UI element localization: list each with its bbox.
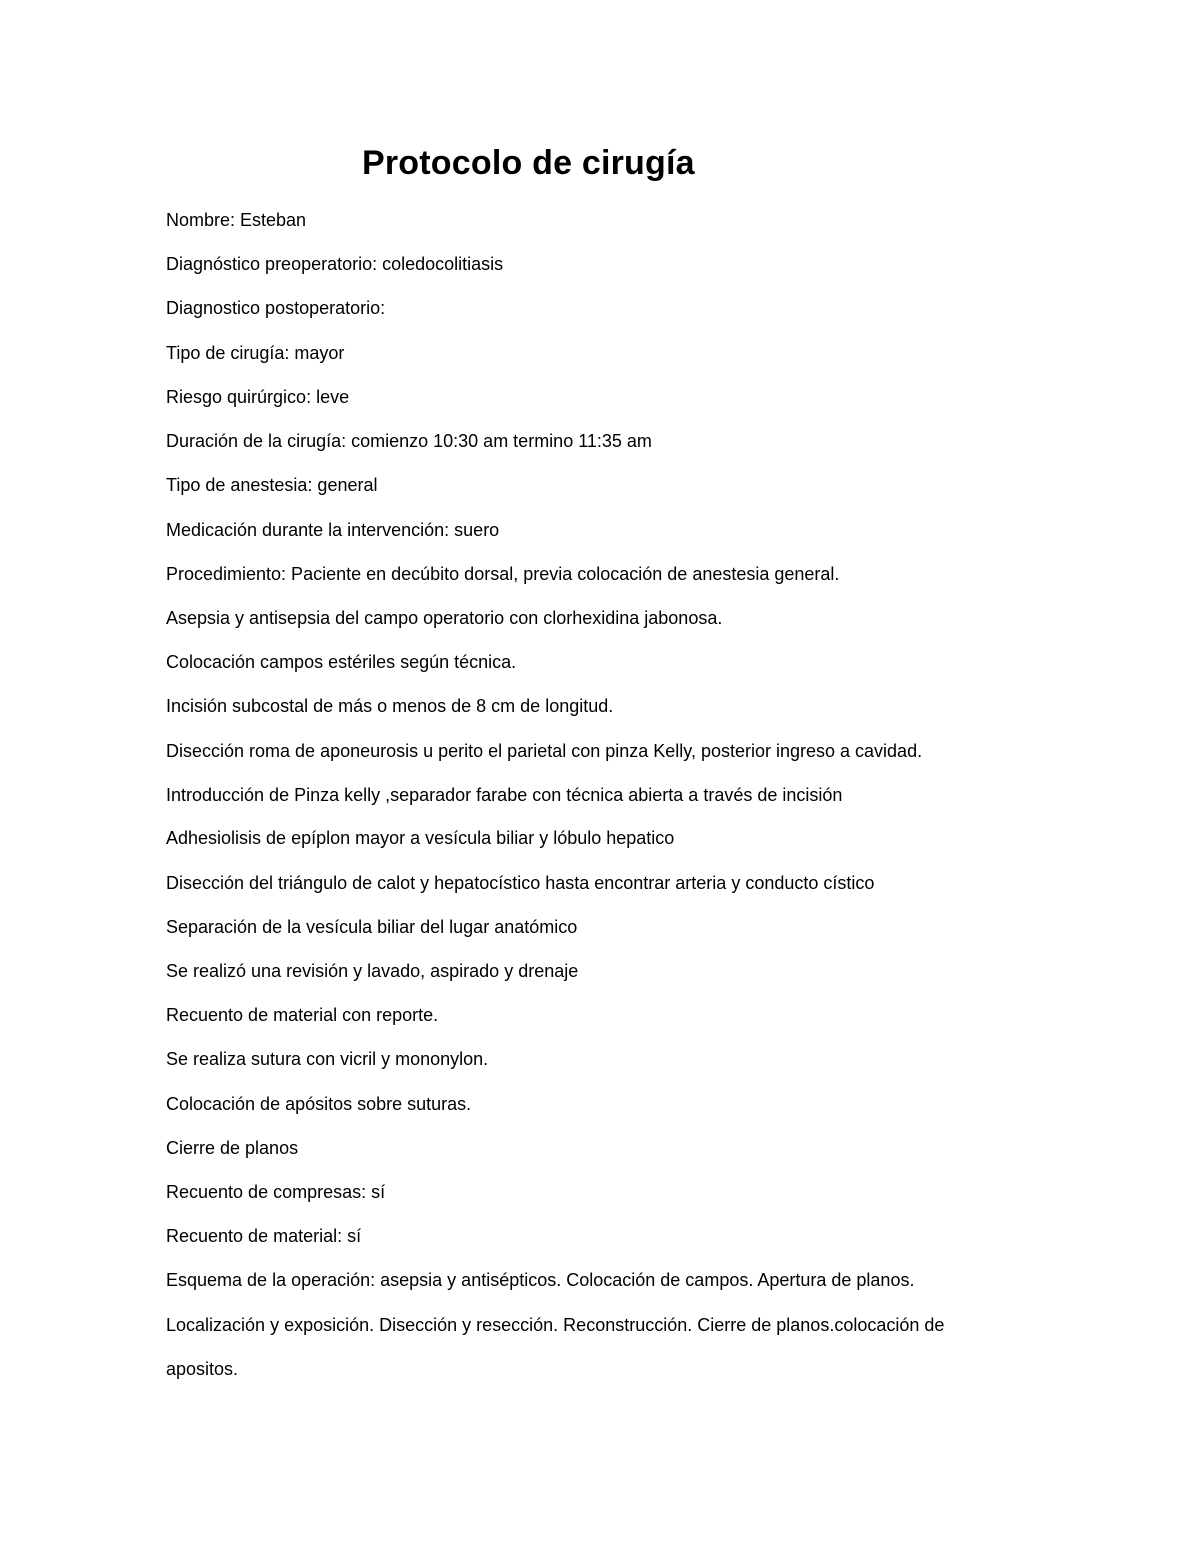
field-riesgo-quirurgico: Riesgo quirúrgico: leve: [166, 387, 350, 407]
procedure-line: Adhesiolisis de epíplon mayor a vesícula biliar y lóbulo hepatico: [166, 828, 675, 848]
field-duracion-cirugia: Duración de la cirugía: comienzo 10:30 am termino 11:35 am: [166, 431, 652, 451]
procedure-line: Colocación campos estériles según técnica.: [166, 652, 517, 672]
esquema-continuation-line: apositos.: [166, 1359, 239, 1379]
field-esquema-operacion: Esquema de la operación: asepsia y antisépticos. Colocación de campos. Apertura de planos.: [166, 1270, 915, 1290]
procedure-line: Disección roma de aponeurosis u perito el parietal con pinza Kelly, posterior ingreso a cavidad.: [166, 741, 923, 761]
procedure-line: Asepsia y antisepsia del campo operatorio con clorhexidina jabonosa.: [166, 608, 723, 628]
document-title: Protocolo de cirugía: [362, 144, 695, 182]
field-nombre: Nombre: Esteban: [166, 210, 307, 230]
procedure-line: Procedimiento: Paciente en decúbito dorsal, previa colocación de anestesia general.: [166, 564, 840, 584]
procedure-line: Recuento de material con reporte.: [166, 1005, 439, 1025]
procedure-line: Colocación de apósitos sobre suturas.: [166, 1094, 472, 1114]
field-recuento-material: Recuento de material: sí: [166, 1226, 362, 1246]
procedure-line: Disección del triángulo de calot y hepatocístico hasta encontrar arteria y conducto cístico: [166, 873, 875, 893]
esquema-continuation-line: Localización y exposición. Disección y resección. Reconstrucción. Cierre de planos.colocación de: [166, 1315, 945, 1335]
procedure-line: Cierre de planos: [166, 1138, 299, 1158]
field-diagnostico-preoperatorio: Diagnóstico preoperatorio: coledocolitiasis: [166, 254, 504, 274]
procedure-line: Introducción de Pinza kelly ,separador farabe con técnica abierta a través de incisión: [166, 785, 843, 805]
field-tipo-anestesia: Tipo de anestesia: general: [166, 475, 378, 495]
procedure-line: Se realiza sutura con vicril y mononylon.: [166, 1049, 489, 1069]
procedure-line: Incisión subcostal de más o menos de 8 cm de longitud.: [166, 696, 614, 716]
field-tipo-cirugia: Tipo de cirugía: mayor: [166, 343, 345, 363]
field-diagnostico-postoperatorio: Diagnostico postoperatorio:: [166, 298, 386, 318]
procedure-line: Se realizó una revisión y lavado, aspirado y drenaje: [166, 961, 579, 981]
field-recuento-compresas: Recuento de compresas: sí: [166, 1182, 386, 1202]
procedure-line: Separación de la vesícula biliar del lugar anatómico: [166, 917, 578, 937]
field-medicacion: Medicación durante la intervención: suero: [166, 520, 500, 540]
